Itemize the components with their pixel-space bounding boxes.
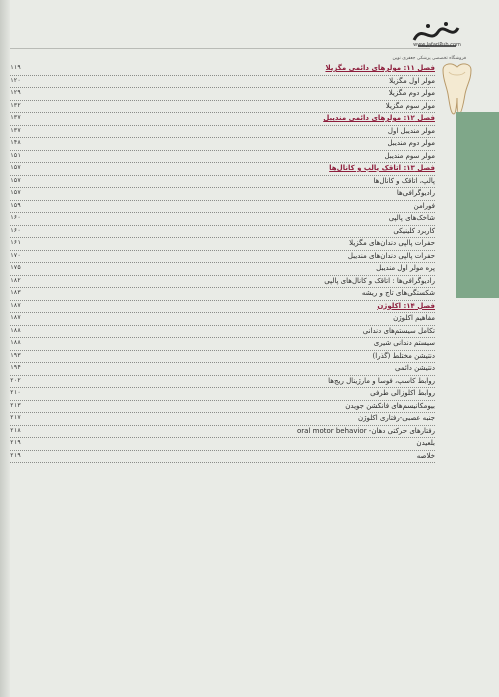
toc-entry-title: جنبه عصبی-رفتاری اکلوژن <box>357 414 435 422</box>
tooth-icon <box>440 62 474 116</box>
toc-row <box>10 426 435 439</box>
toc-page-number: ۱۸۸ <box>10 339 21 346</box>
toc-entry-title: شاخک‌های پالپی <box>388 214 435 222</box>
toc-entry-title: بلعیدن <box>416 439 435 447</box>
toc-row <box>10 226 435 239</box>
toc-page-number: ۱۷۰ <box>10 251 21 259</box>
toc-page-number: ۱۵۷ <box>10 164 21 171</box>
toc-row <box>10 438 435 451</box>
toc-row <box>10 101 435 114</box>
toc-row <box>10 213 435 226</box>
toc-row <box>10 88 435 101</box>
toc-entry-title: پره مولر اول مندیبل <box>376 264 435 272</box>
toc-chapter-title: فصل ۱۱: مولرهای دائمی مگزیلا <box>325 64 435 72</box>
toc-page-number: ۱۱۹ <box>10 64 21 71</box>
toc-page-number: ۱۵۷ <box>10 189 21 196</box>
toc-page-number: ۱۵۱ <box>10 151 21 159</box>
toc-row <box>10 126 435 139</box>
toc-page-number: ۱۵۹ <box>10 201 21 209</box>
toc-row <box>10 176 435 189</box>
toc-page-number: ۱۴۸ <box>10 139 21 146</box>
toc-row <box>10 251 435 264</box>
toc-entry-title: مولر سوم مندیبل <box>384 151 435 160</box>
toc-page-number: ۲۱۰ <box>10 389 21 396</box>
toc-chapter-row <box>10 113 435 126</box>
toc-row <box>10 363 435 376</box>
toc-entry-title: مولر مندیبل اول <box>387 126 435 135</box>
toc-entry-title: رفتارهای حرکتی دهان- oral motor behavior <box>297 426 435 435</box>
toc-entry-title: خلاصه <box>416 451 435 460</box>
toc-entry-title: روابط کاسپ، فوسا و مارژینال ریج‌ها <box>328 376 435 385</box>
chapter-tab <box>456 112 499 298</box>
toc-page-number: ۱۳۷ <box>10 114 21 121</box>
toc-page-number: ۱۷۵ <box>10 264 21 271</box>
toc-page-number: ۱۶۱ <box>10 239 21 246</box>
toc-row <box>10 263 435 276</box>
toc-entry-title: مولر سوم مگزیلا <box>385 101 435 110</box>
toc-chapter-title: فصل ۱۴: اکلوژن <box>377 301 435 310</box>
toc-entry-title: روابط اکلوزالی طرفی <box>370 389 435 397</box>
header-rule <box>10 48 430 49</box>
toc-entry-title: فورامن <box>413 201 435 210</box>
toc-page-number: ۱۳۷ <box>10 126 21 134</box>
toc-entry-title: مولر دوم مندیبل <box>387 139 435 147</box>
toc-page-number: ۲۱۳ <box>10 401 21 409</box>
toc-chapter-title: فصل ۱۳: اتاقک پالپ و کانال‌ها <box>329 164 435 172</box>
toc-entry-title: سیستم دندانی شیری <box>373 339 435 347</box>
toc-row <box>10 338 435 351</box>
toc-page-number: ۲۱۹ <box>10 439 21 446</box>
toc-page-number: ۱۸۸ <box>10 326 21 334</box>
toc-row <box>10 351 435 364</box>
toc-page-number: ۱۸۳ <box>10 289 21 296</box>
toc-entry-title: تکامل سیستم‌های دندانی <box>362 326 435 335</box>
toc-page-number: ۱۵۷ <box>10 176 21 184</box>
toc-row <box>10 413 435 426</box>
toc-page-number: ۱۶۰ <box>10 226 21 234</box>
toc-row <box>10 138 435 151</box>
publisher-logo-icon <box>408 14 464 54</box>
toc-entry-title: حفرات پالپی دندان‌های مگزیلا <box>349 239 435 247</box>
toc-row <box>10 326 435 339</box>
toc-entry-title: رادیوگرافی‌ها <box>396 189 435 197</box>
toc-row <box>10 276 435 289</box>
toc-entry-title: مولر اول مگزیلا <box>389 76 435 85</box>
toc-page-number: ۱۸۷ <box>10 301 21 309</box>
toc-row <box>10 238 435 251</box>
toc-row <box>10 288 435 301</box>
toc-page-number: ۱۸۲ <box>10 276 21 284</box>
toc-entry-title: دنتیشن مختلط (گذرا) <box>372 351 435 360</box>
toc-page-number: ۱۸۷ <box>10 314 21 321</box>
toc-page-number: ۲۱۸ <box>10 426 21 434</box>
toc-entry-title: بیومکانیسم‌های فانکشن جویدن <box>345 401 435 410</box>
toc-row <box>10 376 435 389</box>
toc-row <box>10 151 435 164</box>
publisher-credit: فروشگاه تخصصی پزشکی جعفری نوین <box>392 56 466 61</box>
toc-entry-title: رادیوگرافی‌ها : اتاقک و کانال‌های پالپی <box>324 276 435 285</box>
toc-row <box>10 188 435 201</box>
toc-page-number: ۲۱۷ <box>10 414 21 421</box>
toc-chapter-title: فصل ۱۲: مولرهای دائمی مندیبل <box>323 114 435 122</box>
toc-page-number: ۱۳۲ <box>10 101 21 109</box>
toc-entry-title: مولر دوم مگزیلا <box>388 89 435 97</box>
toc-chapter-row <box>10 301 435 314</box>
toc-page-number: ۱۶۰ <box>10 214 21 221</box>
toc-chapter-row <box>10 63 435 76</box>
toc-page-number: ۲۱۹ <box>10 451 21 459</box>
toc-page-number: ۲۰۲ <box>10 376 21 384</box>
toc-row <box>10 388 435 401</box>
toc-page-number: ۱۲۹ <box>10 89 21 96</box>
book-spine <box>0 0 10 697</box>
toc-row <box>10 401 435 414</box>
toc-entry-title: کاربرد کلینیکی <box>393 226 435 235</box>
toc-entry-title: دنتیشن دائمی <box>395 364 435 372</box>
toc-entry-title: شکستگی‌های تاج و ریشه <box>361 289 435 297</box>
toc-entry-title: مفاهیم اکلوژن <box>393 314 435 322</box>
toc-page-number: ۱۹۳ <box>10 351 21 359</box>
toc-row <box>10 313 435 326</box>
toc-entry-title: پالپ، اتاقک و کانال‌ها <box>373 176 435 185</box>
toc-row <box>10 451 435 464</box>
toc-page-number: ۱۲۰ <box>10 76 21 84</box>
table-of-contents <box>10 63 435 463</box>
toc-chapter-row <box>10 163 435 176</box>
publisher-url: www.JafariPub.com <box>413 42 461 48</box>
toc-page-number: ۱۹۴ <box>10 364 21 371</box>
toc-row <box>10 76 435 89</box>
toc-row <box>10 201 435 214</box>
toc-entry-title: حفرات پالپی دندان‌های مندیبل <box>347 251 435 260</box>
